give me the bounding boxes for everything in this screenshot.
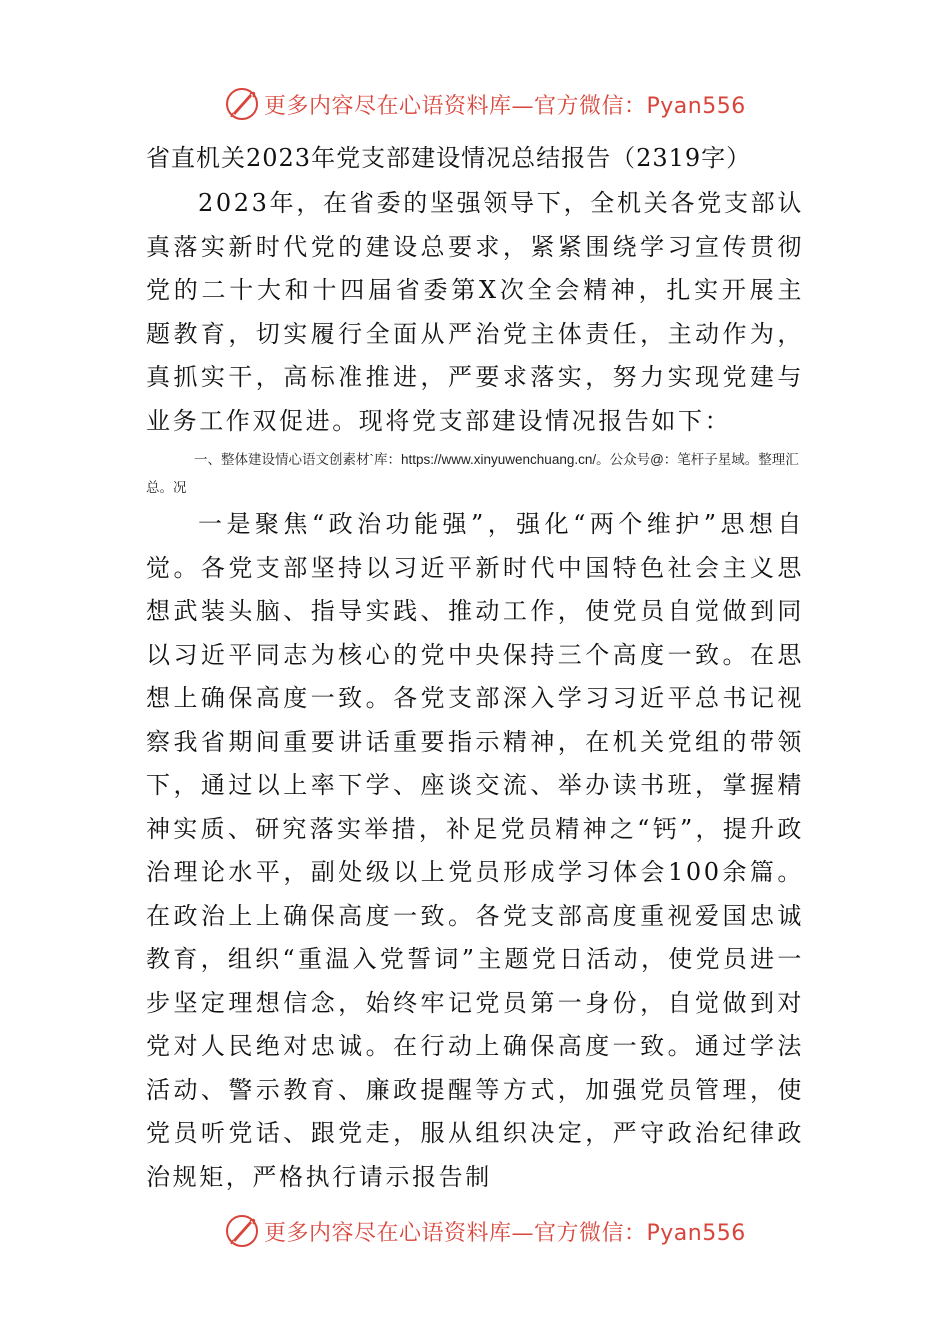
footer-banner [224, 1211, 744, 1251]
banner-label: 更多内容尽在心语资料库—官方微信：Pyan556 [264, 93, 746, 119]
paragraph-intro: 2023年，在省委的坚强领导下，全机关各党支部认真落实新时代党的建设总要求，紧紧围绕学习宣传贯彻党的二十大和十四届省委第X次全会精神，扎实开展主题教育，切实履行全面从严治党主体责任，主动作为，真抓实干，高标准推进，严要求落实，努力实现党建与业务工作双促进。现将党支部建设情况报告如下： [146, 189, 804, 435]
wechat-id: Pyan556 [646, 93, 746, 119]
wechat-id: Pyan556 [646, 1220, 746, 1246]
banner-label: 更多内容尽在心语资料库—官方微信：Pyan556 [264, 1220, 746, 1246]
watermark-note: 一、整体建设情心语文创素材`库：https://www.xinyuwenchuang.cn/。公众号@：笔杆子星域。整理汇总。况 [146, 452, 799, 495]
document-title: 省直机关2023年党支部建设情况总结报告（2319字） [146, 144, 752, 172]
header-banner [224, 84, 744, 124]
quill-pen-logo-icon [224, 86, 260, 122]
quill-pen-logo-icon [224, 1213, 260, 1249]
paragraph-body: 一是聚焦“政治功能强”，强化“两个维护”思想自觉。各党支部坚持以习近平新时代中国特色社会主义思想武装头脑、指导实践、推动工作，使党员自觉做到同以习近平同志为核心的党中央保持三个高度一致。在思想上确保高度一致。各党支部深入学习习近平总书记视察我省期间重要讲话重要指示精神，在机关党组的带领下，通过以上率下学、座谈交流、举办读书班，掌握精神实质、研究落实举措，补足党员精神之“钙”，提升政治理论水平，副处级以上党员形成学习体会100余篇。在政治上上确保高度一致。各党支部高度重视爱国忠诚教育，组织“重温入党誓词”主题党日活动，使党员进一步坚定理想信念，始终牢记党员第一身份，自觉做到对党对人民绝对忠诚。在行动上确保高度一致。通过学法活动、警示教育、廉政提醒等方式，加强党员管理，使党员听党话、跟党走，服从组织决定，严守政治纪律政治规矩，严格执行请示报告制 [146, 510, 804, 1191]
